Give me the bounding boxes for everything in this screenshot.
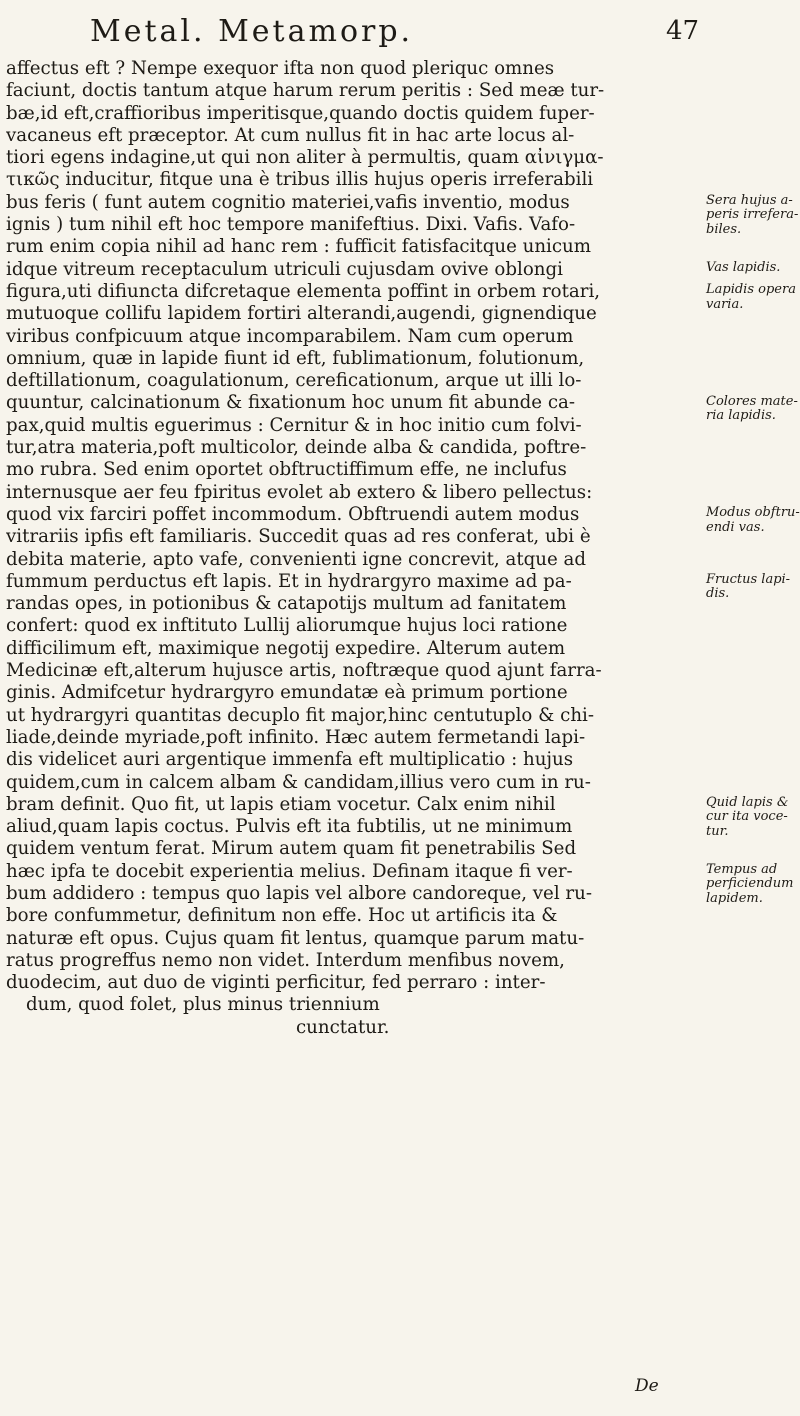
text-line: Medicinæ eft,alterum hujusce artis, noftræque quod ajunt farra- [6, 660, 602, 682]
text-line: dis videlicet auri argentique immenfa eft multiplicatio : hujus [6, 749, 574, 771]
text-line: mo rubra. Sed enim oportet obftructiffimum effe, ne inclufus [6, 459, 567, 481]
text-line: quidem,cum in calcem albam & candidam,illius vero cum in ru- [6, 771, 591, 793]
margin-note-line: perficiendum [706, 876, 794, 892]
margin-note-line: lapidem. [706, 890, 763, 906]
text-line: cunctatur. [296, 1016, 390, 1038]
text-line: aliud,quam lapis coctus. Pulvis eft ita fubtilis, ut ne minimum [6, 816, 573, 838]
margin-note [706, 796, 800, 840]
text-line: difficilimum eft, maximique negotij expedire. Alterum autem [6, 637, 566, 659]
text-line: tiori egens indagine,ut qui non aliter à permultis, quam αἰνιγμα- [6, 147, 604, 169]
text-line: naturæ eft opus. Cujus quam fit lentus, quamque parum matu- [6, 927, 585, 949]
running-head [0, 14, 800, 54]
text-line: quidem ventum ferat. Mirum autem quam fit penetrabilis Sed [6, 838, 577, 860]
text-line: ginis. Admifcetur hydrargyro emundatæ eà primum portione [6, 682, 568, 704]
text-line: randas opes, in potionibus & catapotijs multum ad fanitatem [6, 593, 567, 615]
margin-note [706, 863, 800, 907]
text-line: deftillationum, coagulationum, cereficationum, arque ut illi lo- [6, 370, 582, 392]
text-line: faciunt, doctis tantum atque harum rerum peritis : Sed meæ tur- [6, 80, 605, 102]
text-line: rum enim copia nihil ad hanc rem : fufficit fatisfacitque unicum [6, 236, 592, 258]
catchword: De [635, 1376, 659, 1396]
text-line: figura,uti difiuncta difcretaque elementa poffint in orbem rotari, [6, 280, 601, 302]
text-line: τικῶς inducitur, fitque una è tribus illis hujus operis irreferabili [6, 169, 594, 191]
margin-note [706, 283, 800, 312]
margin-note-line: Modus obftru- [706, 505, 800, 520]
margin-note-line: Quid lapis & [706, 794, 789, 810]
margin-note [706, 573, 800, 602]
margin-note [706, 395, 800, 424]
text-line: dum, quod folet, plus minus triennium [26, 994, 380, 1016]
text-line: bram definit. Quo fit, ut lapis etiam vocetur. Calx enim nihil [6, 793, 556, 815]
text-line: omnium, quæ in lapide fiunt id eft, fublimationum, folutionum, [6, 347, 585, 369]
margin-note-line: Colores mate- [706, 393, 798, 409]
body-text [6, 58, 706, 1039]
text-line: pax,quid multis eguerimus : Cernitur & in hoc initio cum folvi- [6, 414, 582, 436]
margin-note-line: Tempus ad [706, 861, 778, 877]
text-line: bus feris ( funt autem cognitio materiei,vafis inventio, modus [6, 191, 570, 213]
text-line: ratus progreffus nemo non videt. Interdum menfibus novem, [6, 949, 565, 971]
margin-note [706, 506, 800, 535]
text-line: vacaneus eft præceptor. At cum nullus fit in hac arte locus al- [6, 124, 575, 146]
margin-note-line: biles. [706, 221, 742, 237]
text-line: bore confummetur, definitum non effe. Hoc ut artificis ita & [6, 905, 558, 927]
text-line: bum addidero : tempus quo lapis vel albore candoreque, vel ru- [6, 882, 592, 904]
margin-note-line: varia. [706, 296, 744, 312]
text-line: affectus eft ? Nempe exequor ifta non quod pleriquc omnes [6, 58, 555, 79]
text-line: fummum perductus eft lapis. Et in hydrargyro maxime ad pa- [6, 570, 572, 592]
text-line: viribus confpicuum atque incomparabilem. Nam cum operum [6, 325, 574, 347]
text-line: tur,atra materia,poft multicolor, deinde alba & candida, poftre- [6, 437, 587, 459]
text-line: debita materie, apto vafe, convenienti igne concrevit, atque ad [6, 548, 587, 570]
text-line: bæ,id eft,craffioribus imperitisque,quando doctis quidem fuper- [6, 102, 595, 124]
margin-note-line: Lapidis opera [706, 282, 796, 297]
text-line: liade,deinde myriade,poft infinito. Hæc autem fermetandi lapi- [6, 726, 586, 748]
margin-note-line: ria lapidis. [706, 408, 776, 423]
margin-note-line: cur ita voce- [706, 809, 788, 825]
text-line: confert: quod ex inftituto Lullij aliorumque hujus loci ratione [6, 615, 568, 637]
text-line: internusque aer feu fpiritus evolet ab extero & libero pellectus: [6, 481, 593, 503]
text-line: quuntur, calcinationum & fixationum hoc unum fit abunde ca- [6, 392, 576, 414]
text-line: ignis ) tum nihil eft hoc tempore manifeftius. Dixi. Vafis. Vafo- [6, 214, 576, 236]
margin-note [706, 261, 800, 276]
text-line: ut hydrargyri quantitas decuplo fit major,hinc centutuplo & chi- [6, 704, 594, 726]
margin-note-line: Sera hujus a- [706, 192, 793, 208]
margin-note-line: Fructus lapi- [706, 571, 791, 587]
margin-note-line: endi vas. [706, 519, 765, 535]
text-line: duodecim, aut duo de viginti perficitur, fed perraro : inter- [6, 972, 546, 994]
text-line: mutuoque collifu lapidem fortiri alterandi,augendi, gignendique [6, 303, 597, 325]
text-line: hæc ipfa te docebit experientia melius. Definam itaque fi ver- [6, 860, 573, 882]
running-title: Metal. Metamorp. [90, 14, 414, 49]
text-line: idque vitreum receptaculum utriculi cujusdam ovive oblongi [6, 258, 563, 280]
margin-note-line: peris irrefera- [706, 207, 799, 223]
margin-note-line: Vas lapidis. [706, 259, 781, 275]
margin-note-line: dis. [706, 586, 730, 602]
page-number: 47 [666, 16, 700, 46]
margin-note-line: tur. [706, 823, 729, 839]
text-line: quod vix farciri poffet incommodum. Obftruendi autem modus [6, 503, 580, 525]
margin-note [706, 194, 800, 238]
text-line: vitrariis ipfis eft familiaris. Succedit quas ad res conferat, ubi è [6, 526, 591, 548]
